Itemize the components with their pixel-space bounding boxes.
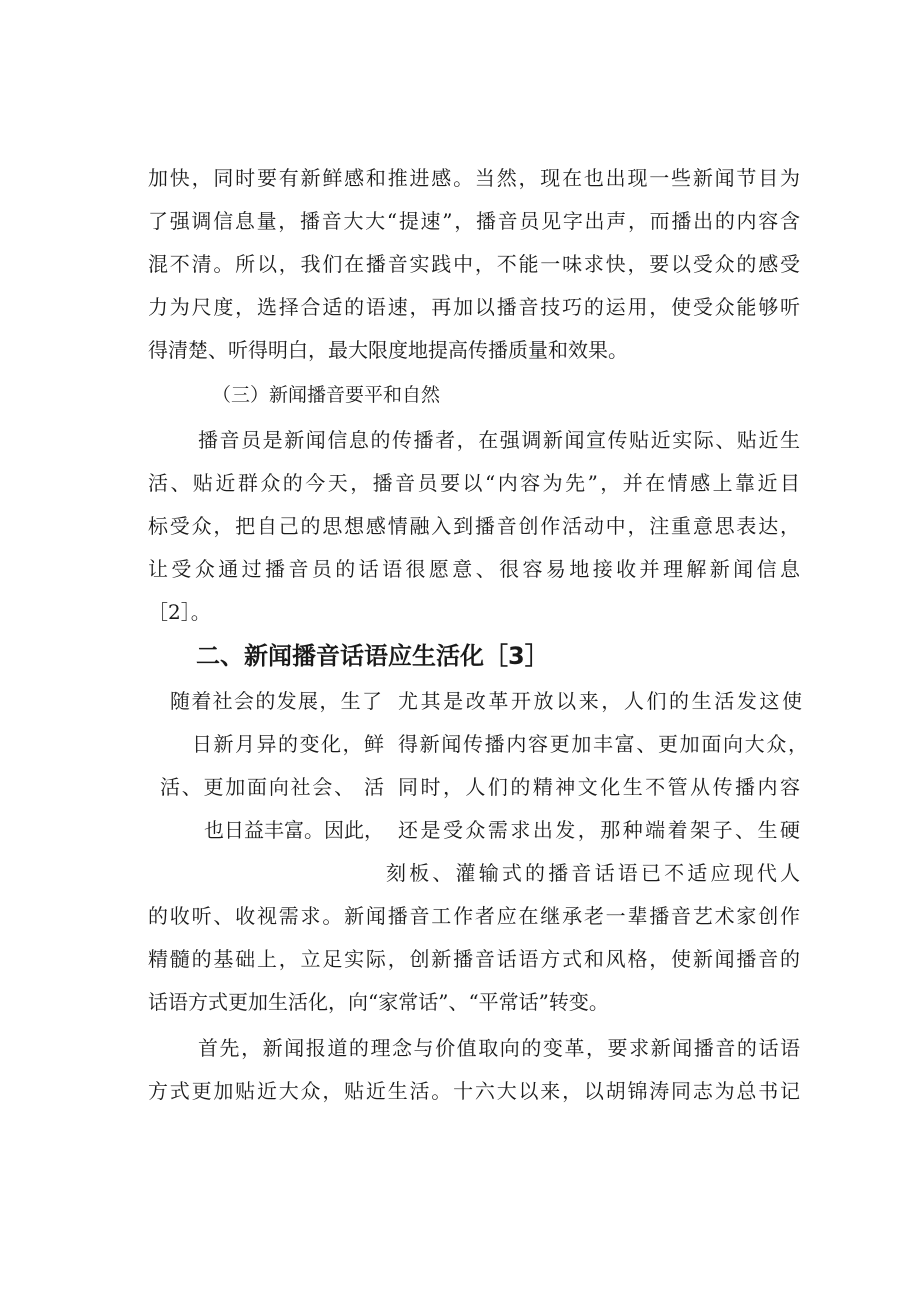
text-line: 的收听、收视需求。新闻播音工作者应在继承老一辈播音艺术家创作	[148, 904, 800, 928]
text-line: 了强调信息量，播音大大“提速”，播音员见字出声，而播出的内容含	[148, 209, 800, 233]
text-line: 首先，新闻报道的理念与价值取向的变革，要求新闻播音的话语	[198, 1036, 800, 1060]
section-heading-3: （三）新闻播音要平和自然	[212, 384, 441, 406]
right-fragment: 尤其是改革开放以来，人们的生活发这使	[398, 689, 802, 713]
right-fragment: 刻板、灌输式的播音话语已不适应现代人	[386, 861, 800, 885]
right-fragment: 同时，人们的精神文化生不管从传播内容	[398, 775, 800, 799]
right-fragment: 还是受众需求出发，那种端着架子、生硬	[398, 818, 800, 842]
left-fragment: 日新月异的变化，鲜	[192, 732, 384, 756]
left-fragment: 也日益丰富。因此，	[204, 818, 384, 842]
left-fragment: 活、更加面向社会、 活	[160, 775, 384, 799]
text-line: 力为尺度，选择合适的语速，再加以播音技巧的运用，使受众能够听	[148, 295, 800, 319]
left-fragment: 随着社会的发展，生了	[170, 689, 382, 713]
section-heading-2: 二、新闻播音话语应生活化［3］	[196, 642, 549, 670]
text-line: 得清楚、听得明白，最大限度地提高传播质量和效果。	[148, 338, 628, 362]
right-fragment: 得新闻传播内容更加丰富、更加面向大众，	[398, 732, 808, 756]
text-line: 加快，同时要有新鲜感和推进感。当然，现在也出现一些新闻节目为	[148, 166, 800, 190]
text-line: 混不清。所以，我们在播音实践中，不能一味求快，要以受众的感受	[148, 252, 800, 276]
text-line: 标受众，把自己的思想感情融入到播音创作活动中，注重意思表达，	[148, 514, 800, 538]
text-line: 活、贴近群众的今天，播音员要以“内容为先”，并在情感上靠近目	[148, 471, 800, 495]
text-line: 精髓的基础上，立足实际，创新播音话语方式和风格，使新闻播音的	[148, 947, 800, 971]
text-line: ［2］。	[148, 600, 211, 624]
text-line: 方式更加贴近大众，贴近生活。十六大以来，以胡锦涛同志为总书记	[148, 1079, 800, 1103]
text-line: 话语方式更加生活化，向“家常话”、“平常话”转变。	[148, 990, 609, 1014]
text-line: 播音员是新闻信息的传播者，在强调新闻宣传贴近实际、贴近生	[198, 428, 800, 452]
text-line: 让受众通过播音员的话语很愿意、很容易地接收并理解新闻信息	[148, 557, 800, 581]
